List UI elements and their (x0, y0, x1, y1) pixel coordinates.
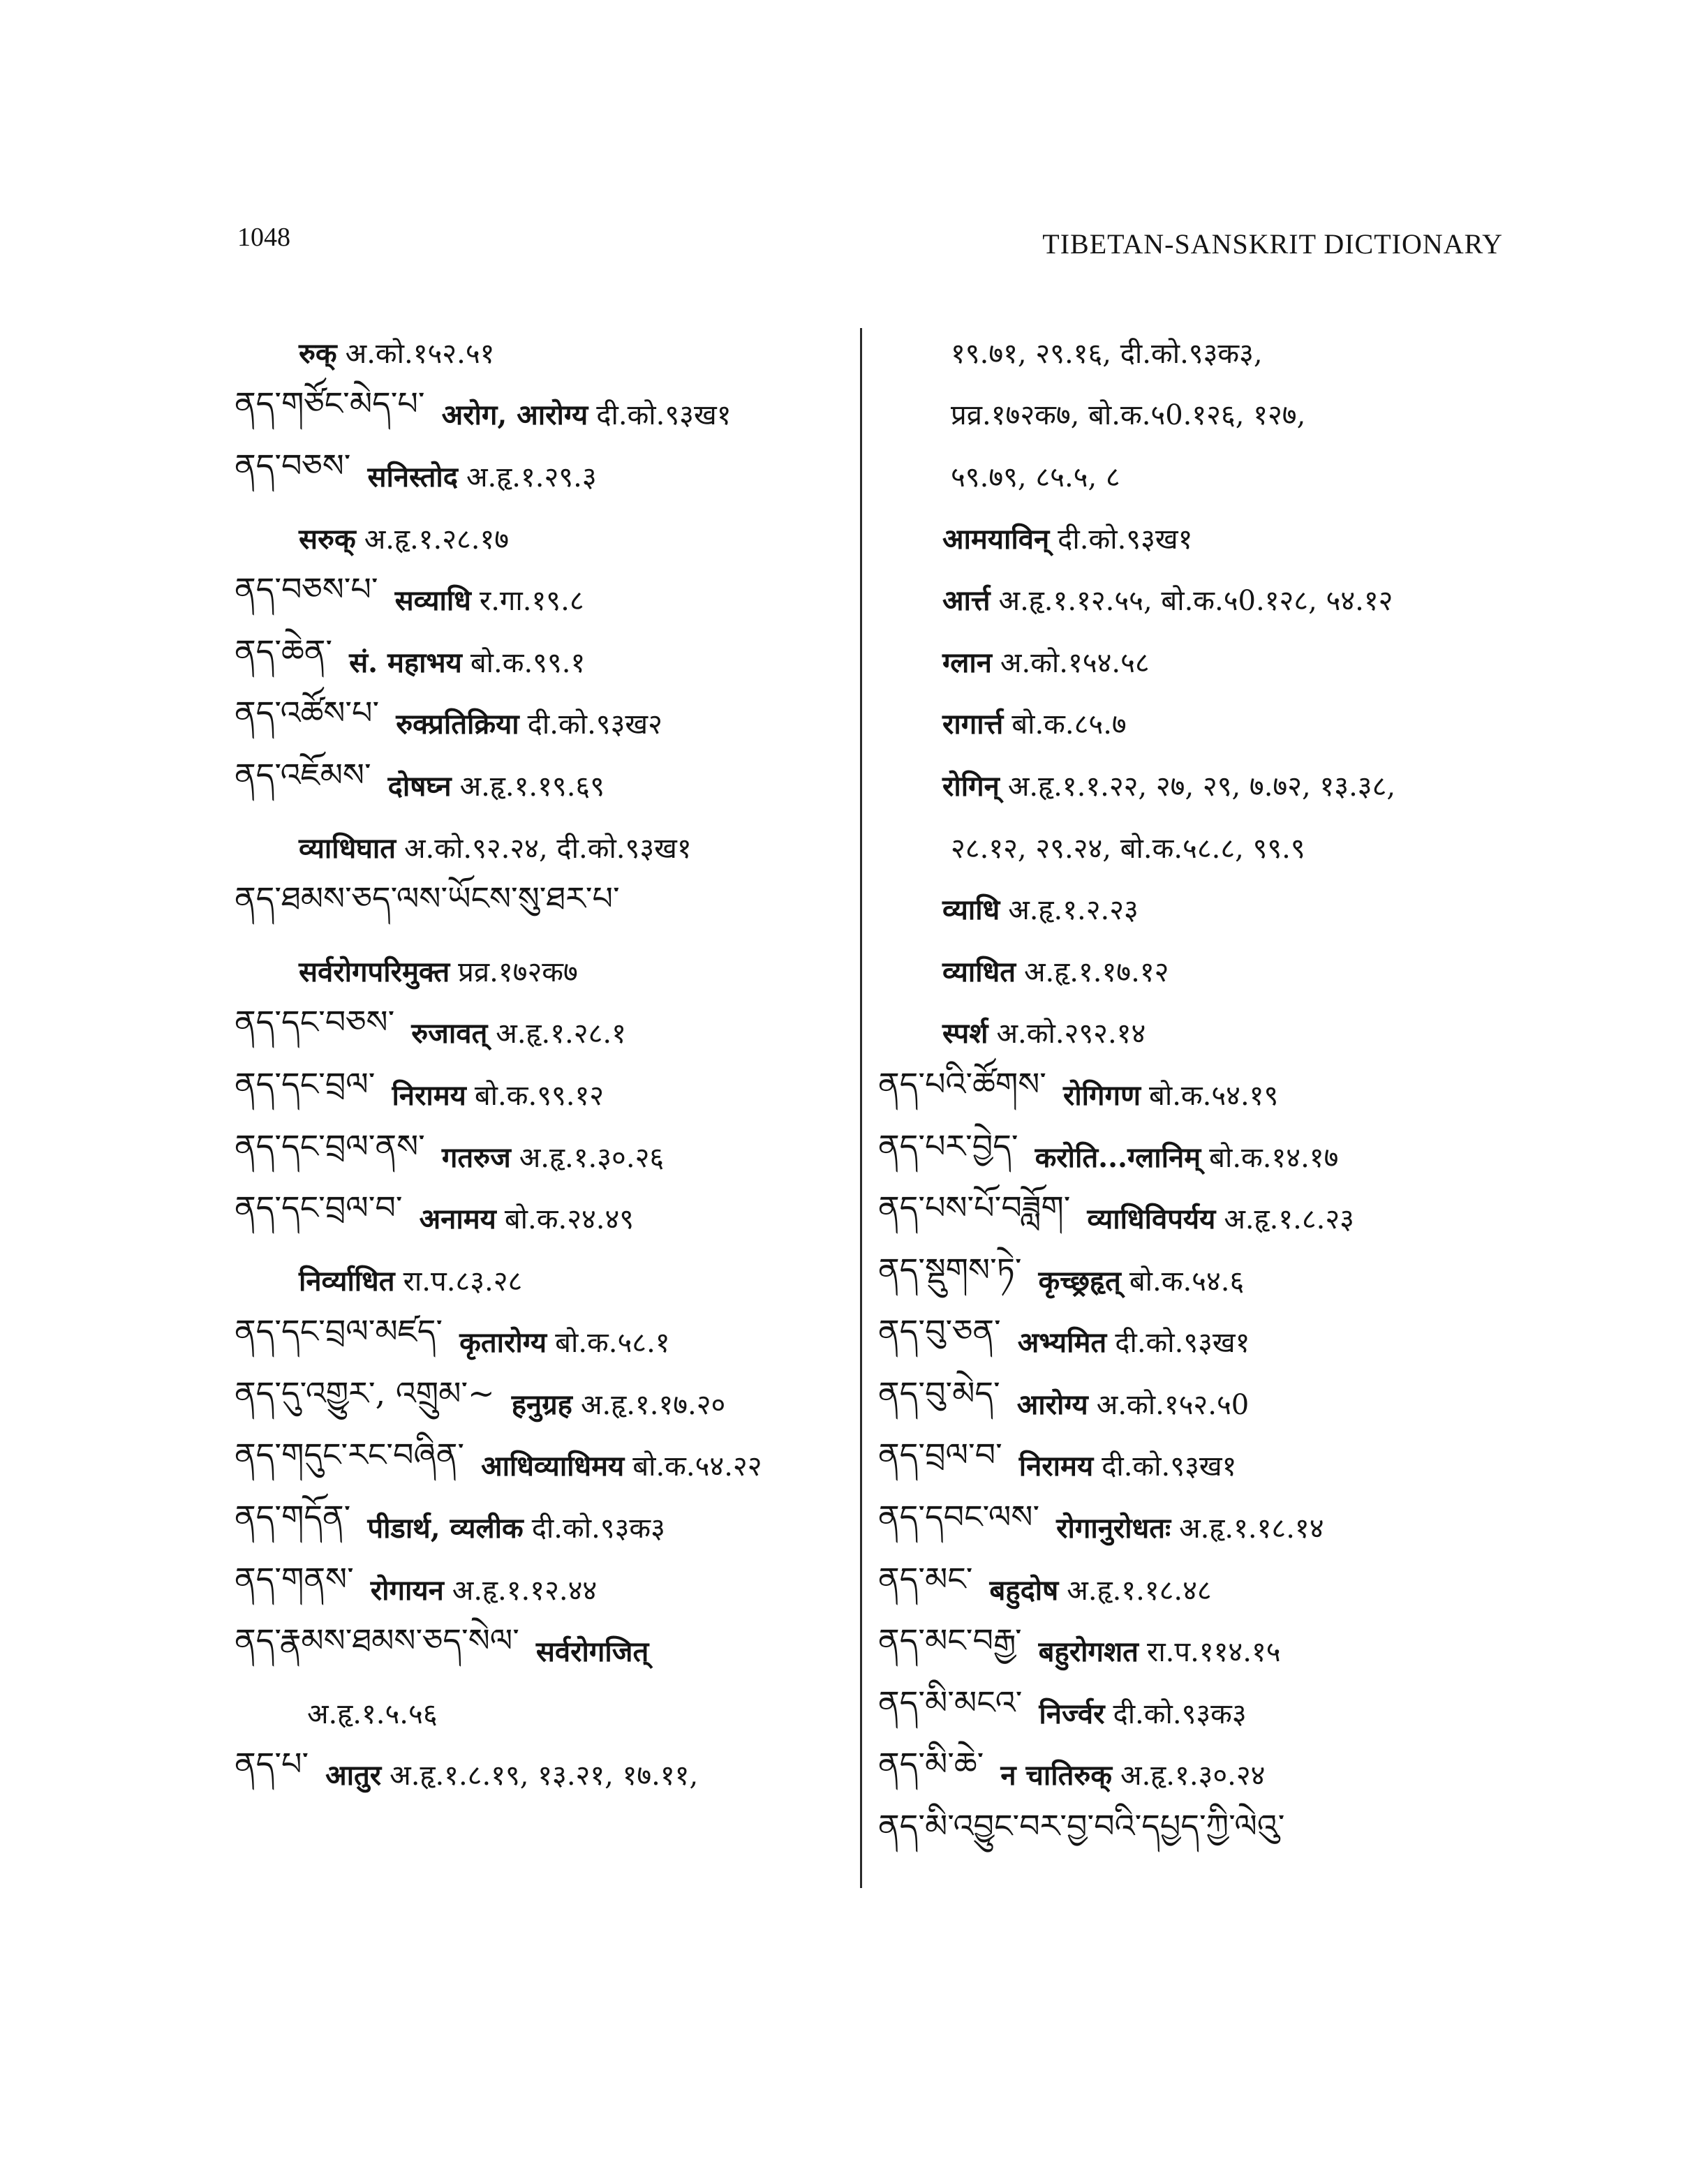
source-reference: दी.को.९३क३ (1113, 1698, 1247, 1730)
dictionary-entry (878, 383, 1506, 445)
source-reference: र.गा.१९.८ (479, 585, 584, 618)
tibetan-headword: ནད་དབང་ལས་ (878, 1498, 1040, 1536)
source-reference: अ.हृ.१.८.१९, १३.२१, १७.११, (390, 1760, 699, 1792)
sanskrit-equivalent: स्पर्श (942, 1017, 988, 1050)
tibetan-headword: ནད་པར་བྱེད་ (878, 1127, 1018, 1165)
sanskrit-equivalent: बहुरोगशत (1038, 1635, 1139, 1669)
dictionary-entry (878, 877, 1506, 939)
source-reference: अ.को.२९२.१४ (996, 1018, 1146, 1050)
source-reference: रा.प.८३.२८ (403, 1265, 523, 1298)
source-reference: अ.हृ.१.१२.५५, बो.क.५0.१२८, ५४.१२ (998, 585, 1393, 618)
source-reference: अ.हृ.१.१७.१२ (1024, 956, 1169, 988)
source-reference: अ.हृ.१.२८.१७ (364, 523, 510, 556)
source-reference: अ.को.१५४.५८ (1000, 646, 1150, 679)
sanskrit-equivalent: सनिस्तोद (367, 460, 458, 493)
sanskrit-equivalent: हनुग्रह (511, 1388, 572, 1421)
tibetan-headword: ནད་གདུང་རང་བཞིན་ (235, 1436, 465, 1474)
dictionary-entry (235, 1744, 849, 1806)
source-reference: दी.को.९३ख१ (1058, 523, 1193, 556)
source-reference: अ.हृ.१.५.५६ (307, 1698, 438, 1730)
source-reference: ५९.७९, ८५.५, ८ (951, 461, 1120, 493)
dictionary-entry (878, 568, 1506, 630)
sanskrit-equivalent: सरुक् (299, 522, 356, 556)
source-reference: बो.क.८५.७ (1011, 708, 1127, 741)
tibetan-headword: ནད་མི་འབྱུང་བར་བྱ་བའི་དཔྱད་ཀྱི་ལེའུ་ (878, 1807, 1285, 1845)
sanskrit-equivalent: आतुर (325, 1759, 382, 1792)
source-reference: दी.को.९३ख२ (527, 708, 662, 741)
dictionary-entry (878, 816, 1506, 878)
source-reference: दी.को.९३ख१ (1115, 1327, 1250, 1360)
tibetan-headword: ནད་བུ་ཅན་ (878, 1312, 1001, 1351)
tibetan-headword: ནད་བཅས་ (235, 446, 351, 484)
source-reference: बो.क.९९.१ (470, 646, 586, 679)
dictionary-entry (235, 1619, 849, 1681)
sanskrit-equivalent: सर्वरोगजित् (535, 1635, 649, 1669)
dictionary-entry (878, 1805, 1506, 1867)
source-reference: प्रव्र.१७२क७ (458, 956, 578, 988)
tibetan-headword: ནད་དང་བྲལ་བ་ (235, 1189, 403, 1227)
tibetan-headword: ནད་ཆེན་ (235, 632, 333, 670)
sanskrit-equivalent: व्याधि (942, 893, 1000, 927)
sanskrit-equivalent: न चातिरुक् (1000, 1759, 1113, 1792)
column-divider (860, 328, 862, 1888)
sanskrit-equivalent: रोगिन् (942, 769, 1000, 803)
source-reference: बो.क.१४.१७ (1209, 1141, 1339, 1174)
dictionary-entry (878, 939, 1506, 1002)
tibetan-headword: ནད་གནས་ (235, 1559, 354, 1598)
sanskrit-equivalent: सव्याधि (394, 584, 471, 618)
sanskrit-equivalent: रोगानुरोधतः (1056, 1512, 1171, 1545)
sanskrit-equivalent: रुक् (299, 336, 337, 370)
tibetan-headword: ནད་དང་བྲལ་ནས་ (235, 1127, 425, 1165)
sanskrit-equivalent: सं. महाभय (349, 646, 462, 679)
sanskrit-equivalent: रुक्प्रतिक्रिया (396, 708, 519, 741)
sanskrit-equivalent: कृतारोग्य (459, 1326, 547, 1360)
dictionary-entry (878, 754, 1506, 816)
sanskrit-equivalent: निर्व्याधित (299, 1264, 395, 1298)
sanskrit-equivalent: आरोग्य (1016, 1388, 1088, 1421)
tibetan-headword: ནད་གདོན་ (235, 1498, 351, 1536)
sanskrit-equivalent: रोगायन (370, 1573, 444, 1607)
tibetan-headword: ནད་དང་བྲལ་མཛད་ (235, 1312, 443, 1351)
tibetan-headword: ནད་བྲལ་བ་ (878, 1436, 1002, 1474)
source-reference: प्रव्र.१७२क७, बो.क.५0.१२६, १२७, (951, 399, 1306, 432)
source-reference: अ.हृ.१.१८.१४ (1179, 1513, 1324, 1545)
source-reference: अ.हृ.१.१८.४८ (1067, 1574, 1212, 1607)
tibetan-headword: ནད་སྡུགས་ཏེ་ (878, 1250, 1022, 1288)
dictionary-entry (235, 1187, 849, 1249)
dictionary-entry (235, 445, 849, 507)
sanskrit-equivalent: अनामय (419, 1203, 496, 1236)
dictionary-entry (878, 321, 1506, 383)
tibetan-headword: ནད་བུ་མེད་ (878, 1374, 1000, 1412)
running-title: TIBETAN-SANSKRIT DICTIONARY (1042, 228, 1503, 260)
source-reference: अ.हृ.१.१९.६९ (459, 770, 605, 803)
source-reference: अ.को.१५२.५0 (1096, 1388, 1250, 1421)
source-reference: बो.क.५४.१९ (1149, 1079, 1279, 1112)
tibetan-headword: ནད་མང་ (878, 1559, 973, 1598)
source-reference: बो.क.५४.२२ (632, 1450, 762, 1483)
tibetan-headword: ནད་པའི་ཚོགས་ (878, 1064, 1046, 1103)
tibetan-headword: ནད་རྣམས་ཐམས་ཅད་སེལ་ (235, 1621, 519, 1660)
source-reference: २८.१२, २९.२४, बो.क.५८.८, ९९.९ (951, 832, 1305, 865)
source-reference: अ.हृ.१.१२.४४ (452, 1574, 598, 1607)
source-reference: अ.को.९२.२४, दी.को.९३ख१ (404, 832, 692, 865)
tibetan-headword: ནད་དུ་འགྱུར་, འགྲུམ་~ (235, 1374, 495, 1412)
source-reference: अ.को.१५२.५१ (345, 337, 495, 370)
source-reference: अ.हृ.१.२९.३ (466, 461, 597, 493)
tibetan-headword: ནད་མི་མངའ་ (878, 1683, 1023, 1721)
source-reference: दी.को.९३ख१ (1102, 1450, 1237, 1483)
dictionary-entry (235, 754, 849, 816)
source-reference: अ.हृ.१.२८.१ (496, 1018, 626, 1050)
source-reference: बो.क.९९.१२ (474, 1079, 605, 1112)
sanskrit-equivalent: रोगिगण (1062, 1078, 1141, 1112)
sanskrit-equivalent: आधिव्याधिमय (481, 1450, 625, 1483)
sanskrit-equivalent: आर्त्त (942, 584, 991, 618)
source-reference: रा.प.११४.१५ (1146, 1636, 1281, 1669)
tibetan-headword: ནད་དང་བཅས་ (235, 1003, 395, 1041)
tibetan-headword: ནད་པ་ (235, 1745, 309, 1783)
right-column (878, 321, 1506, 1867)
sanskrit-equivalent: अभ्यमित (1017, 1326, 1107, 1360)
sanskrit-equivalent: पीडार्थ, व्यलीक (367, 1512, 524, 1545)
dictionary-entry (235, 877, 849, 939)
dictionary-entry (878, 692, 1506, 755)
page-number: 1048 (237, 223, 290, 252)
sanskrit-equivalent: ग्लान (942, 646, 992, 679)
source-reference: बो.क.५४.६ (1129, 1265, 1245, 1298)
source-reference: अ.हृ.१.२.२३ (1008, 894, 1139, 927)
sanskrit-equivalent: सर्वरोगपरिमुक्त (299, 955, 450, 988)
sanskrit-equivalent: रुजावत् (411, 1017, 488, 1050)
source-reference: अ.हृ.१.१.२२, २७, २९, ७.७२, १३.३८, (1007, 770, 1396, 803)
sanskrit-equivalent: व्याधित (942, 955, 1016, 988)
sanskrit-equivalent: गतरुज (441, 1141, 511, 1174)
sanskrit-equivalent: रागार्त्त (942, 708, 1004, 741)
sanskrit-equivalent: दोषघ्न (387, 769, 452, 803)
tibetan-headword: ནད་བཅས་པ་ (235, 570, 378, 609)
source-reference: अ.हृ.१.१७.२० (580, 1388, 726, 1421)
source-reference: बो.क.२४.४९ (504, 1203, 635, 1236)
sanskrit-equivalent: व्याधिघात (299, 831, 396, 865)
tibetan-headword: ནད་དང་བྲལ་ (235, 1064, 376, 1103)
source-reference: अ.हृ.१.३०.२४ (1120, 1760, 1266, 1792)
sanskrit-equivalent: अरोग, आरोग्य (441, 399, 588, 432)
dictionary-entry (878, 445, 1506, 507)
source-reference: दी.को.९३क३ (531, 1513, 665, 1545)
tibetan-headword: ནད་གཙོང་མེད་པ་ (235, 385, 425, 423)
source-reference: अ.हृ.१.८.२३ (1224, 1203, 1354, 1236)
source-reference: अ.हृ.१.३०.२६ (519, 1141, 665, 1174)
left-column (235, 321, 849, 1805)
sanskrit-equivalent: करोति...ग्लानिम् (1035, 1141, 1201, 1174)
tibetan-headword: ནད་པས་པོ་བཟློག་ (878, 1189, 1071, 1227)
sanskrit-equivalent: कृच्छ्रहृत् (1038, 1264, 1121, 1298)
dictionary-entry (878, 630, 1506, 692)
sanskrit-equivalent: व्याधिविपर्यय (1087, 1203, 1216, 1236)
source-reference: दी.को.९३ख१ (596, 399, 732, 432)
sanskrit-equivalent: बहुदोष (989, 1573, 1059, 1607)
dictionary-entry (878, 507, 1506, 569)
source-reference: बो.क.५८.१ (555, 1327, 670, 1360)
tibetan-headword: ནད་མི་ཆེ་ (878, 1745, 984, 1783)
sanskrit-equivalent: आमयाविन् (942, 522, 1050, 556)
tibetan-headword: ནད་ཐམས་ཅད་ལས་ཡོངས་སུ་ཐར་པ་ (235, 879, 620, 918)
tibetan-headword: ནད་མང་བརྒྱ་ (878, 1621, 1022, 1660)
source-reference: १९.७१, २९.१६, दी.को.९३क३, (951, 337, 1263, 370)
tibetan-headword: ནད་འཚོས་པ་ (235, 694, 380, 732)
sanskrit-equivalent: निर्ज्वर (1039, 1697, 1105, 1730)
sanskrit-equivalent: निरामय (392, 1078, 466, 1112)
sanskrit-equivalent: निरामय (1018, 1450, 1094, 1483)
tibetan-headword: ནད་འཇོམས་ (235, 755, 371, 794)
